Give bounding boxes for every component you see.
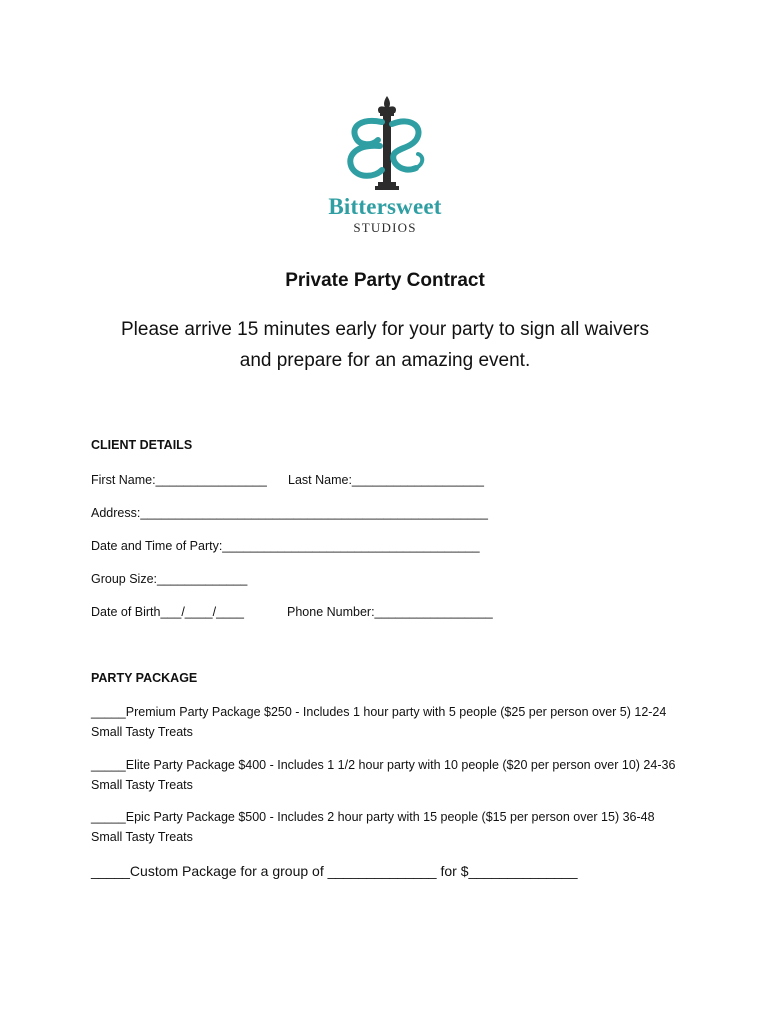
premium-package-option[interactable]: _____Premium Party Package $250 - Includes 1 hour party with 5 people ($25 per person over 5) 12-24 Small Tasty Treats	[91, 705, 667, 739]
epic-package-option[interactable]: _____Epic Party Package $500 - Includes 2 hour party with 15 people ($15 per person over 15) 36-48 Small Tasty Treats	[91, 810, 655, 844]
brand-name: Bittersweet	[328, 194, 442, 219]
page-title: Private Party Contract	[285, 270, 485, 291]
elite-package-option[interactable]: _____Elite Party Package $400 - Includes 1 1/2 hour party with 10 people ($20 per person over 10) 24-36 Small Tasty Treats	[91, 758, 676, 792]
address-field[interactable]: Address:__________________________________________________	[91, 506, 488, 520]
intro-text	[60, 314, 710, 376]
party-package-heading: PARTY PACKAGE	[91, 671, 198, 685]
intro-line-2: and prepare for an amazing event.	[239, 350, 531, 371]
brand-subtitle: STUDIOS	[353, 220, 417, 235]
client-details-heading: CLIENT DETAILS	[91, 438, 193, 452]
phone-number-field[interactable]: Phone Number:_________________	[287, 605, 493, 619]
last-name-field[interactable]: Last Name:___________________	[288, 473, 485, 487]
first-name-field[interactable]: First Name:________________	[91, 473, 267, 487]
date-of-birth-field[interactable]: Date of Birth___/____/____	[91, 605, 244, 619]
party-date-time-field[interactable]: Date and Time of Party:_____________________________________	[91, 539, 480, 553]
custom-package-option[interactable]: _____Custom Package for a group of ______________ for $______________	[91, 863, 578, 879]
group-size-field[interactable]: Group Size:_____________	[91, 572, 248, 586]
intro-line-1: Please arrive 15 minutes early for your party to sign all waivers	[120, 319, 649, 340]
